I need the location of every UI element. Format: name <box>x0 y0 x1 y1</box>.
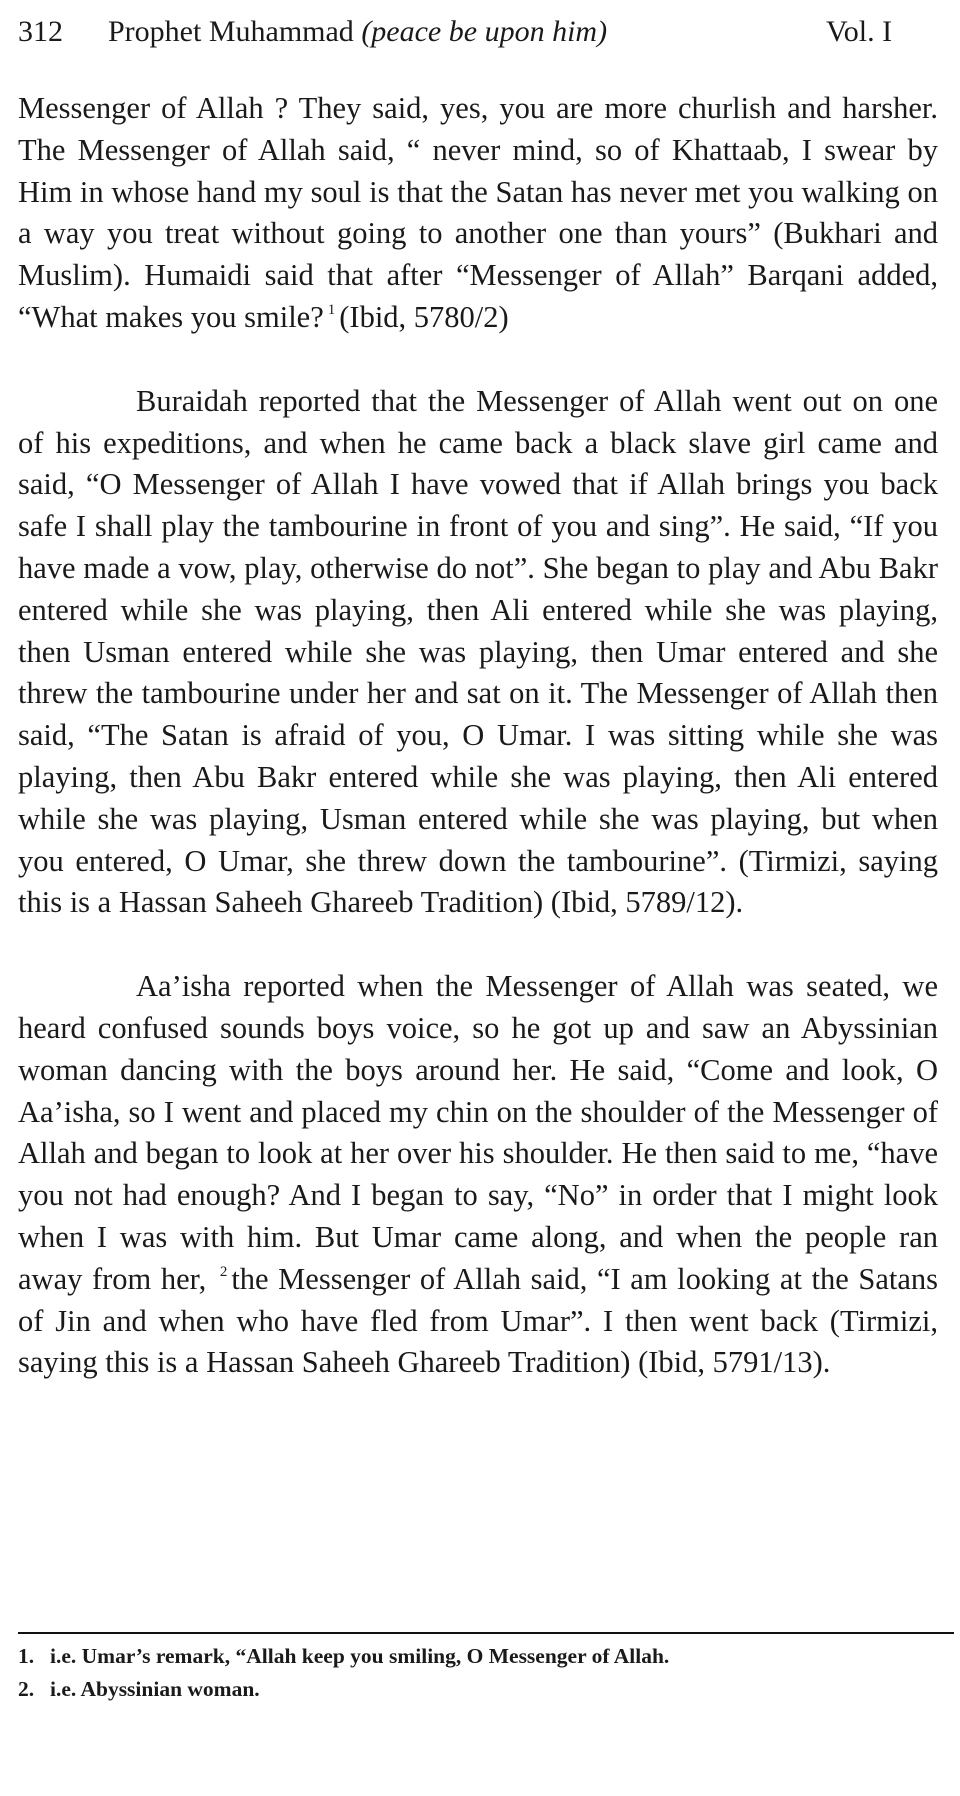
footnote-text: i.e. Umar’s remark, “Allah keep you smiling, O Messenger of Allah. <box>50 1644 670 1668</box>
book-title <box>108 10 607 54</box>
paragraph-text: Aa’isha reported when the Messenger of Allah was seated, we heard confused sounds boys voice, so he got up and saw an Abyssinian woman dancing with the boys around her. He said, “Come and look, O Aa’isha, so I went and placed my chin on the shoulder of the Messenger of Allah and began to look at her over his shoulder. He then said to me, “have you not had enough? And I began to say, “No” in order that I might look when I was with him. But Umar came along, and when the people ran away from her, <box>18 969 938 1296</box>
body-text <box>18 88 938 1384</box>
paragraph-tail: (Ibid, 5780/2) <box>339 299 509 334</box>
paragraph-buraidah <box>18 381 938 924</box>
footnote-number: 2. <box>18 1677 35 1701</box>
book-title-main: Prophet Muhammad <box>108 15 354 48</box>
page-number: 312 <box>18 15 63 48</box>
footnote-ref-2: 2 <box>219 1263 228 1280</box>
footnote-number: 1. <box>18 1644 35 1668</box>
footnote-2 <box>18 1673 938 1706</box>
footnote-text: i.e. Abyssinian woman. <box>50 1677 260 1701</box>
footnote-divider <box>18 1632 954 1634</box>
running-header <box>18 10 938 54</box>
paragraph-text: Buraidah reported that the Messenger of Allah went out on one of his expeditions, and when he came back a black slave girl came and said, “O Messenger of Allah I have vowed that if Allah brings you back safe I shall play the tambourine in front of you and sing”. He said, “If you have made a vow, play, otherwise do not”. She began to play and Abu Bakr entered while she was playing, then Ali entered while she was playing, then Usman entered while she was playing, then Umar entered and she threw the tambourine under her and sat on it. The Messenger of Allah then said, “The Satan is afraid of you, O Umar. I was sitting while she was playing, then Abu Bakr entered while she was playing, then Ali entered while she was playing, Usman entered while she was playing, but when you entered, O Umar, she threw down the tambourine”. (Tirmizi, saying this is a Hassan Saheeh Ghareeb Tradition) (Ibid, 5789/12). <box>18 383 938 920</box>
paragraph-text: Messenger of Allah ? They said, yes, you are more churlish and harsher. The Messenger of Allah said, “ never mind, so of Khattaab, I swear by Him in whose hand my soul is that the Satan has never met you walking on a way you treat without going to another one than yours” (Bukhari and Muslim). Humaidi said that after “Messenger of Allah” Barqani added, “What makes you smile? <box>18 91 938 334</box>
footnotes <box>18 1640 938 1706</box>
paragraph-tail: the Messenger of Allah said, “I am looking at the Satans of Jin and when who have fled from Umar”. I then went back (Tirmizi, saying this is a Hassan Saheeh Ghareeb Tradition) (Ibid, 5791/13). <box>18 1261 939 1380</box>
footnote-ref-1: 1 <box>327 301 336 318</box>
paragraph-aaisha <box>18 966 938 1384</box>
volume-label: Vol. I <box>826 15 893 48</box>
footnote-1 <box>18 1640 938 1673</box>
paragraph-continued <box>18 88 938 339</box>
book-title-honorific: (peace be upon him) <box>361 15 608 48</box>
